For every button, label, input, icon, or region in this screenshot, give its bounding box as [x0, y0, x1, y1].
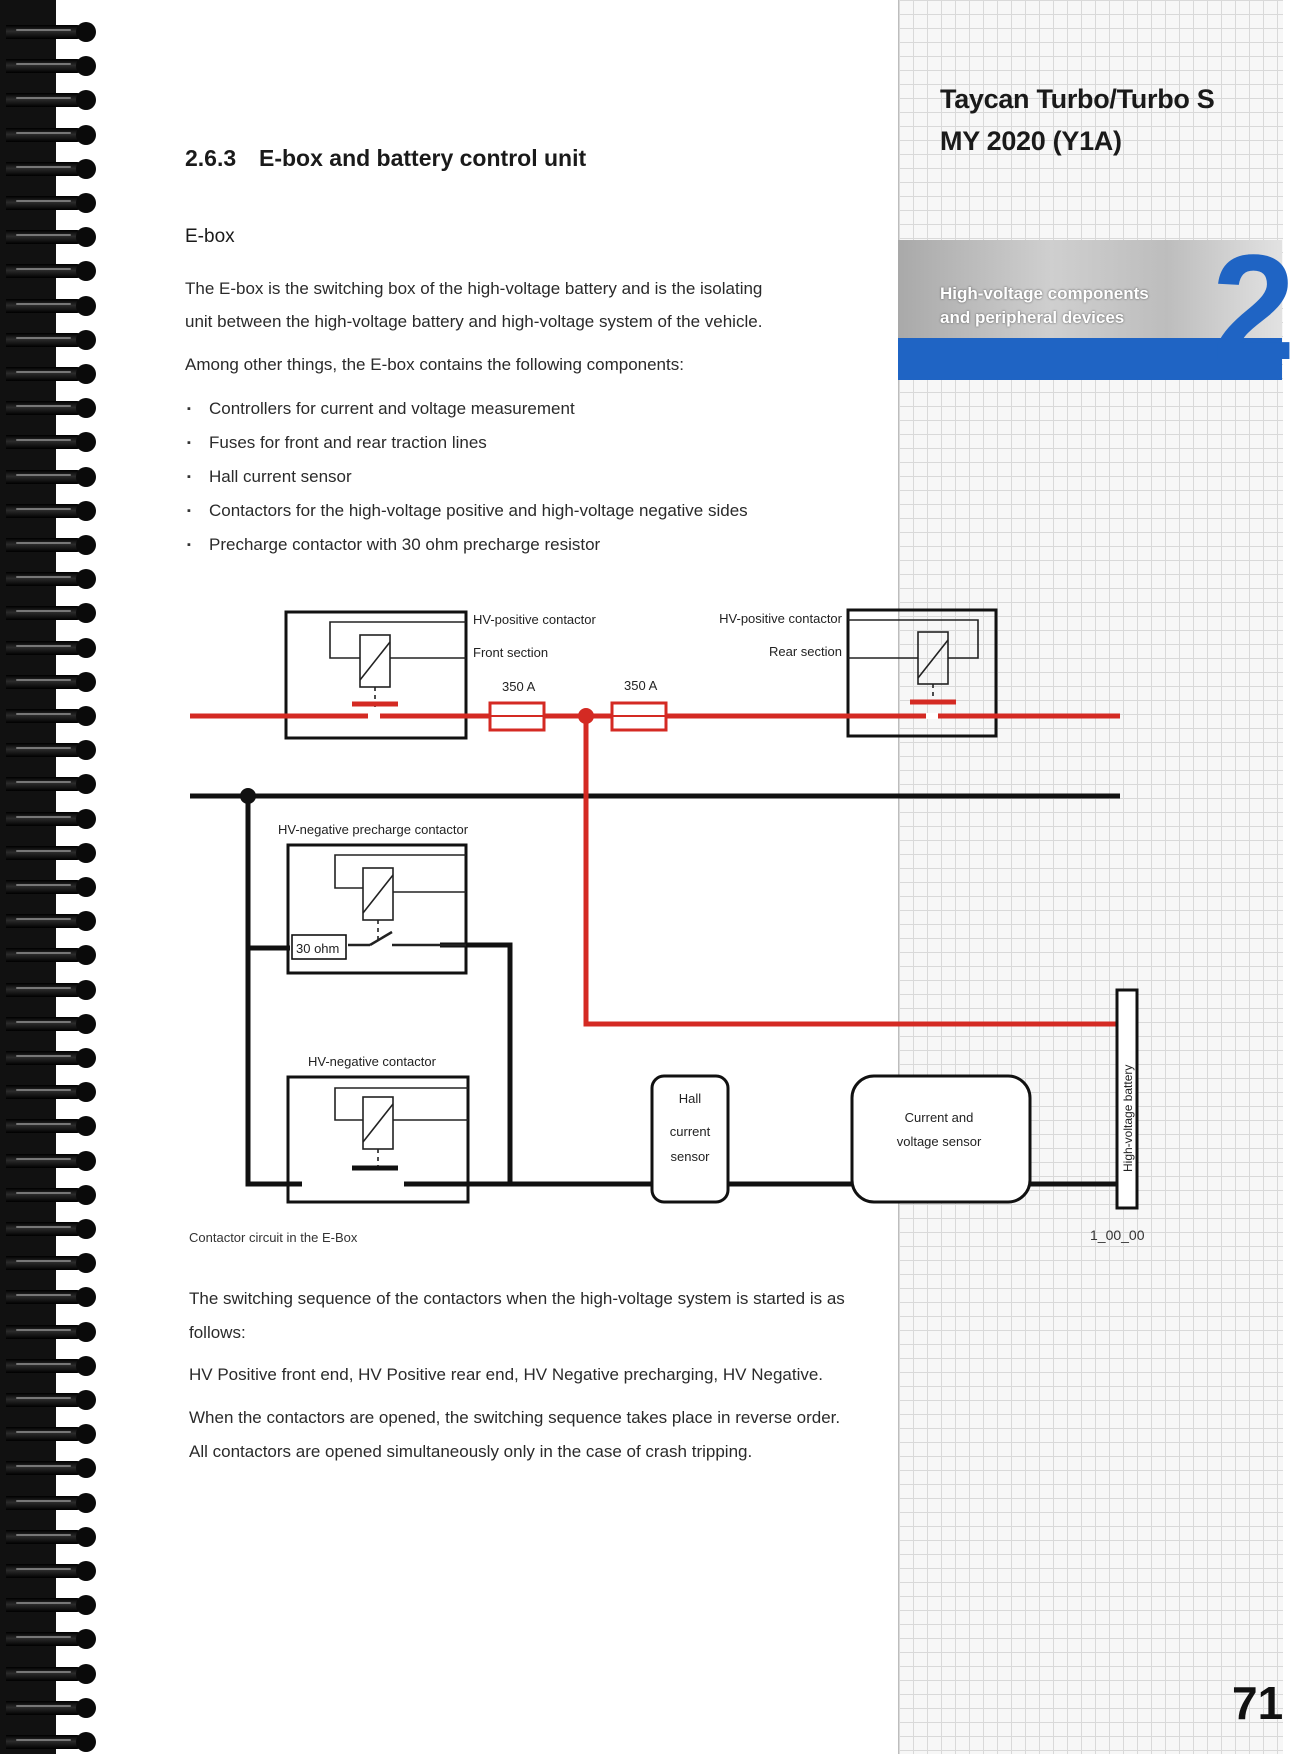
- positive-junction: [578, 708, 594, 724]
- binding-ring: [6, 672, 94, 694]
- binding-ring: [6, 1253, 94, 1275]
- binding-ring: [6, 1390, 94, 1412]
- sequence-reverse-paragraph: [189, 1401, 879, 1469]
- binding-ring: [6, 193, 94, 215]
- chapter-title-line1: High-voltage components: [940, 284, 1149, 303]
- binding-ring: [6, 1287, 94, 1309]
- spiral-binding: [0, 0, 100, 1754]
- binding-ring: [6, 1493, 94, 1515]
- binding-ring: [6, 364, 94, 386]
- hv-positive-front-box: [286, 612, 466, 738]
- sequence-reverse: When the contactors are opened, the switching sequence takes place in reverse order.: [189, 1408, 841, 1427]
- list-item: ▪ Fuses for front and rear traction lines: [185, 426, 748, 460]
- model-title: [940, 78, 1215, 162]
- intro-paragraph-2: Among other things, the E-box contains the following components:: [185, 355, 684, 374]
- model-title-line1: Taycan Turbo/Turbo S: [940, 84, 1215, 114]
- resistor-label: 30 ohm: [296, 941, 340, 956]
- section-heading: [185, 145, 586, 172]
- relay-coil-front: [330, 622, 466, 710]
- binding-ring: [6, 1151, 94, 1173]
- negative-branch-wire: [248, 796, 302, 1184]
- contactor-circuit-diagram: [180, 600, 1140, 1220]
- binding-ring: [6, 774, 94, 796]
- cv-label-line1: Current and: [904, 1110, 974, 1125]
- intro-line2: unit between the high-voltage battery and high-voltage system of the vehicle.: [185, 312, 763, 331]
- battery-label: High-voltage battery: [1121, 1064, 1135, 1172]
- fuse-front-label: 350 A: [502, 679, 536, 694]
- binding-ring: [6, 501, 94, 523]
- binding-ring: [6, 638, 94, 660]
- binding-ring: [6, 1561, 94, 1583]
- list-item: ▪ Hall current sensor: [185, 460, 748, 494]
- binding-ring: [6, 1082, 94, 1104]
- binding-ring: [6, 911, 94, 933]
- binding-ring: [6, 809, 94, 831]
- hv-negative-precharge-title: HV-negative precharge contactor: [278, 822, 469, 837]
- list-item: ▪ Precharge contactor with 30 ohm precharge resistor: [185, 528, 748, 562]
- binding-ring: [6, 159, 94, 181]
- intro-paragraph: [185, 272, 825, 338]
- binding-ring: [6, 1424, 94, 1446]
- positive-to-battery-wire: [586, 716, 1117, 1024]
- relay-coil-precharge: [335, 855, 466, 940]
- hv-negative-title: HV-negative contactor: [308, 1054, 436, 1069]
- binding-ring: [6, 1048, 94, 1070]
- binding-ring: [6, 740, 94, 762]
- page-number: 71: [1232, 1677, 1284, 1729]
- hv-positive-rear-sub: Rear section: [769, 644, 842, 659]
- list-item: ▪ Controllers for current and voltage measurement: [185, 392, 748, 426]
- sequence-intro: [189, 1282, 879, 1350]
- binding-ring: [6, 467, 94, 489]
- binding-ring: [6, 1322, 94, 1344]
- binding-ring: [6, 1629, 94, 1651]
- binding-ring: [6, 432, 94, 454]
- binding-ring: [6, 843, 94, 865]
- binding-ring: [6, 1595, 94, 1617]
- relay-coil-rear: [848, 620, 978, 706]
- binding-ring: [6, 1014, 94, 1036]
- chapter-number: 2: [1212, 223, 1295, 391]
- binding-ring: [6, 945, 94, 967]
- figure-caption: Contactor circuit in the E-Box: [189, 1230, 358, 1245]
- intro-line1: The E-box is the switching box of the high-voltage battery and is the isolating: [185, 279, 763, 298]
- binding-ring: [6, 535, 94, 557]
- binding-ring: [6, 56, 94, 78]
- figure-id: 1_00_00: [1090, 1227, 1145, 1243]
- sequence-line1: The switching sequence of the contactors when the high-voltage system is started is as: [189, 1289, 845, 1308]
- relay-coil-negative: [335, 1088, 468, 1172]
- sequence-line2: follows:: [189, 1323, 246, 1342]
- binding-ring: [6, 1698, 94, 1720]
- chapter-title-line2: and peripheral devices: [940, 308, 1125, 327]
- binding-ring: [6, 1116, 94, 1138]
- binding-ring: [6, 980, 94, 1002]
- binding-ring: [6, 125, 94, 147]
- model-title-line2: MY 2020 (Y1A): [940, 126, 1122, 156]
- section-title: E-box and battery control unit: [259, 145, 587, 171]
- binding-ring: [6, 569, 94, 591]
- binding-ring: [6, 1356, 94, 1378]
- binding-ring: [6, 296, 94, 318]
- list-item: ▪ Contactors for the high-voltage positive and high-voltage negative sides: [185, 494, 748, 528]
- sequence-crash: All contactors are opened simultaneously only in the case of crash tripping.: [189, 1442, 753, 1461]
- hall-label-line1: Hall: [678, 1091, 702, 1106]
- binding-ring: [6, 330, 94, 352]
- hv-positive-rear-title: HV-positive contactor: [719, 611, 842, 626]
- hall-label-line2: current: [669, 1124, 711, 1139]
- fuse-rear-label: 350 A: [624, 678, 658, 693]
- binding-ring: [6, 1527, 94, 1549]
- binding-ring: [6, 603, 94, 625]
- binding-ring: [6, 227, 94, 249]
- binding-ring: [6, 398, 94, 420]
- binding-ring: [6, 90, 94, 112]
- sub-heading: E-box: [185, 226, 235, 247]
- section-number: 2.6.3: [185, 145, 237, 171]
- binding-ring: [6, 877, 94, 899]
- binding-ring: [6, 1185, 94, 1207]
- binding-ring: [6, 1219, 94, 1241]
- binding-ring: [6, 22, 94, 44]
- sequence-order: HV Positive front end, HV Positive rear end, HV Negative precharging, HV Negative.: [189, 1365, 824, 1384]
- negative-junction: [240, 788, 256, 804]
- binding-ring: [6, 1458, 94, 1480]
- binding-ring: [6, 1664, 94, 1686]
- cv-label-line2: voltage sensor: [896, 1134, 982, 1149]
- hall-label-line3: sensor: [670, 1149, 710, 1164]
- component-list: [185, 392, 748, 562]
- binding-ring: [6, 706, 94, 728]
- hv-positive-front-title: HV-positive contactor: [473, 612, 596, 627]
- binding-ring: [6, 261, 94, 283]
- hv-positive-front-sub: Front section: [473, 645, 549, 660]
- binding-ring: [6, 1732, 94, 1754]
